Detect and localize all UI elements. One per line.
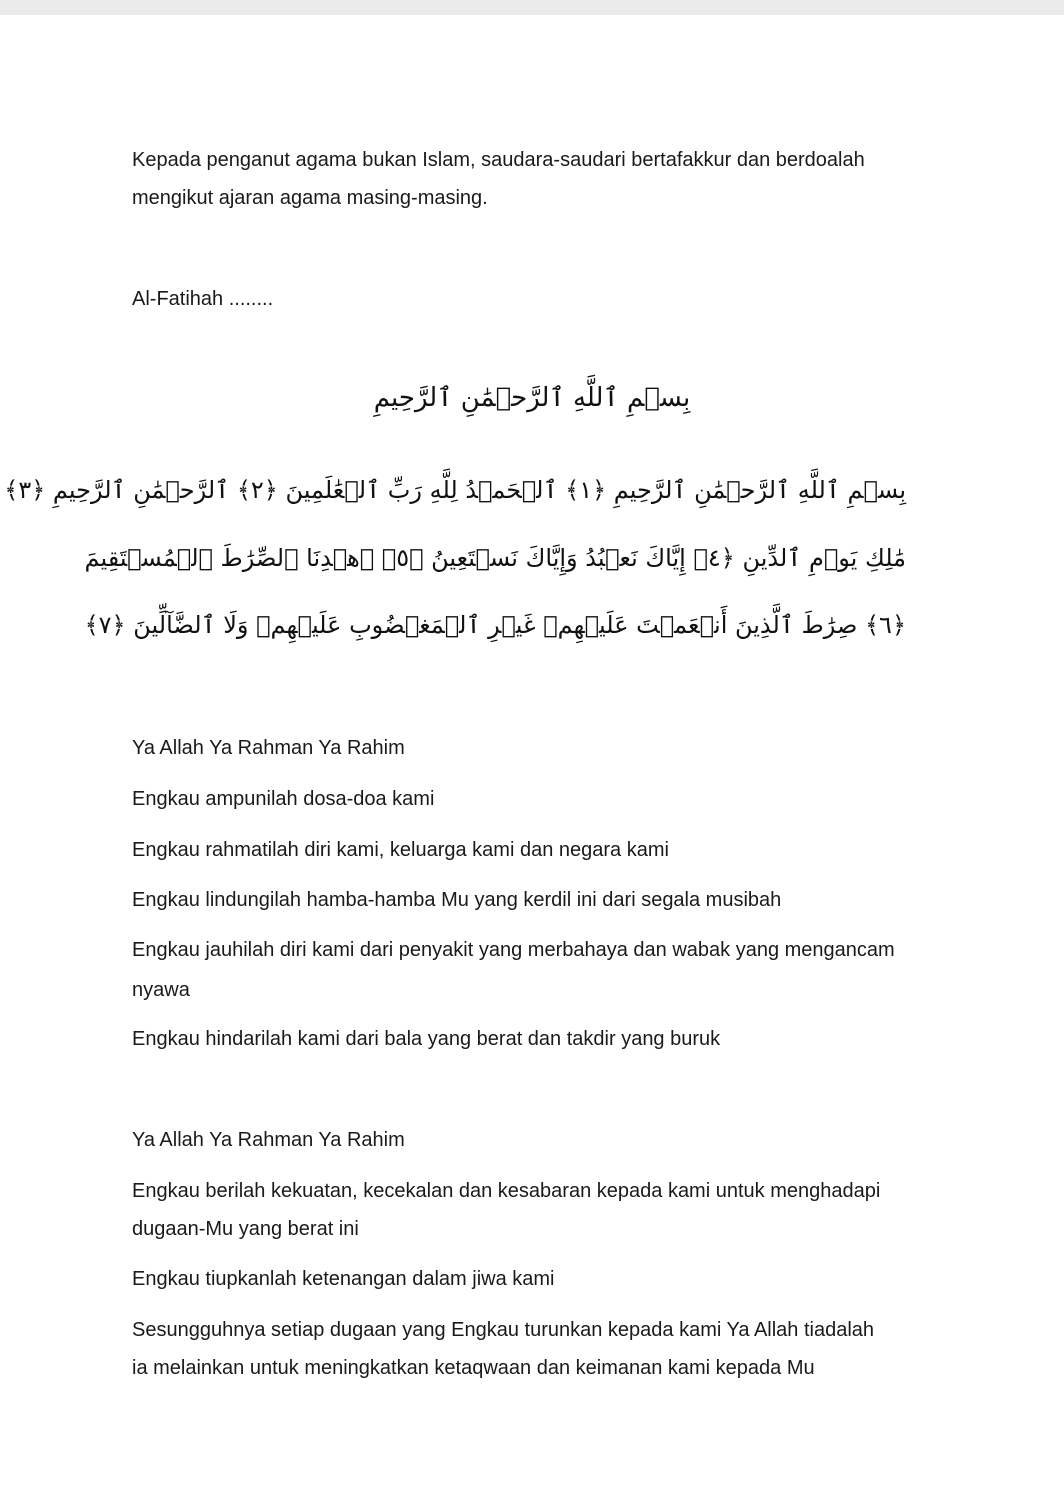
prayer-1-line: Engkau lindungilah hamba-hamba Mu yang kerdil ini dari segala musibah (132, 889, 782, 911)
fatihah-line-2: مَٰلِكِ يَوۡمِ ٱلدِّينِ ﴿٤﴾ إِيَّاكَ نَعۡبُدُ وَإِيَّاكَ نَسۡتَعِينُ ﴿٥﴾ ٱهۡدِنَا ٱلصِّرَٰطَ ٱلۡمُسۡتَقِيمَ (84, 544, 906, 572)
al-fatihah-label: Al-Fatihah ........ (132, 288, 274, 310)
basmalah-heading: بِسۡمِ ٱللَّهِ ٱلرَّحۡمَٰنِ ٱلرَّحِيمِ (373, 383, 691, 413)
prayer-2-line: ia melainkan untuk meningkatkan ketaqwaan dan keimanan kami kepada Mu (132, 1357, 815, 1379)
prayer-1-line: Engkau ampunilah dosa-doa kami (132, 788, 435, 810)
prayer-2-line: Sesungguhnya setiap dugaan yang Engkau turunkan kepada kami Ya Allah tiadalah (132, 1319, 875, 1341)
intro-line-1: Kepada penganut agama bukan Islam, saudara-saudari bertafakkur dan berdoalah (132, 149, 865, 171)
fatihah-line-1: بِسۡمِ ٱللَّهِ ٱلرَّحۡمَٰنِ ٱلرَّحِيمِ ﴿١﴾ ٱلۡحَمۡدُ لِلَّهِ رَبِّ ٱلۡعَٰلَمِينَ ﴿٢﴾ ٱلرَّحۡمَٰنِ ٱلرَّحِيمِ ﴿٣﴾ (4, 476, 906, 504)
prayer-2-line: Engkau berilah kekuatan, kecekalan dan kesabaran kepada kami untuk menghadapi (132, 1180, 881, 1202)
prayer-1-heading: Ya Allah Ya Rahman Ya Rahim (132, 737, 405, 759)
fatihah-line-3: ﴿٦﴾ صِرَٰطَ ٱلَّذِينَ أَنۡعَمۡتَ عَلَيۡهِمۡ غَيۡرِ ٱلۡمَغۡضُوبِ عَلَيۡهِمۡ وَلَا ٱلضَّآلِّينَ ﴿٧﴾ (84, 611, 906, 639)
prayer-2-heading: Ya Allah Ya Rahman Ya Rahim (132, 1129, 405, 1151)
prayer-1-line: Engkau jauhilah diri kami dari penyakit yang merbahaya dan wabak yang mengancam (132, 939, 895, 961)
prayer-1-line: nyawa (132, 979, 190, 1001)
intro-line-2: mengikut ajaran agama masing-masing. (132, 187, 488, 209)
prayer-1-line: Engkau hindarilah kami dari bala yang berat dan takdir yang buruk (132, 1028, 721, 1050)
prayer-2-line: dugaan-Mu yang berat ini (132, 1218, 359, 1240)
prayer-1-line: Engkau rahmatilah diri kami, keluarga kami dan negara kami (132, 839, 669, 861)
viewer-top-strip (0, 0, 1064, 15)
prayer-2-line: Engkau tiupkanlah ketenangan dalam jiwa kami (132, 1268, 555, 1290)
